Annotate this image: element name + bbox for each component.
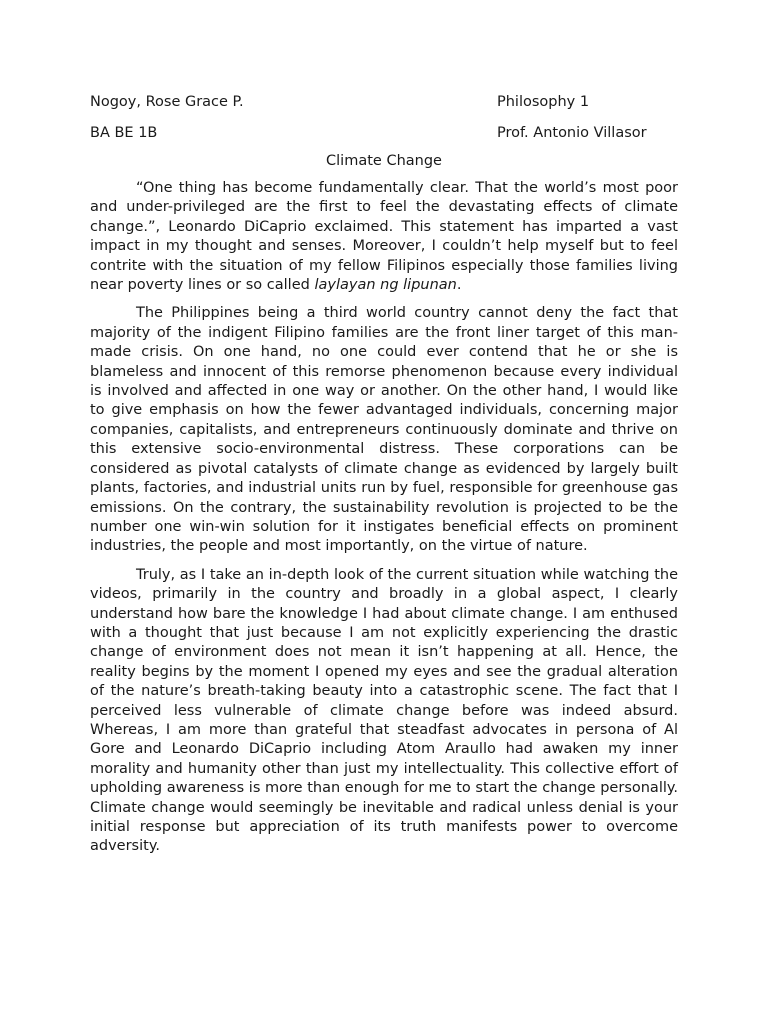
- section-label: BA BE 1B: [90, 125, 158, 141]
- course-name: Philosophy 1: [497, 94, 590, 110]
- student-name: Nogoy, Rose Grace P.: [90, 94, 244, 110]
- document-title: Climate Change: [326, 153, 442, 169]
- document-body: [90, 179, 678, 866]
- paragraph-1-end: .: [456, 277, 462, 294]
- paragraph-1-text: “One thing has become fundamentally clear. That the world’s most poor and under-privileged are the first to feel the devastating effects of climate change.”, Leonardo DiCaprio exclaimed. This statement has imparted a vast impact in my thought and senses. Moreover, I couldn’t help myself but to feel contrite with the situation of my fellow Filipinos especially those families living near poverty lines or so called: [90, 180, 678, 294]
- paragraph-2: The Philippines being a third world country cannot deny the fact that majority of the indigent Filipino families are the front liner target of this man-made crisis. On one hand, no one could ever contend that he or she is blameless and innocent of this remorse phenomenon because every individual is involved and affected in one way or another. On the other hand, I would like to give emphasis on how the fewer advantaged individuals, concerning major companies, capitalists, and entrepreneurs continuously dominate and thrive on this extensive socio-environmental distress. These corporations can be considered as pivotal catalysts of climate change as evidenced by largely built plants, factories, and industrial units run by fuel, responsible for greenhouse gas emissions. On the contrary, the sustainability revolution is projected to be the number one win-win solution for it instigates beneficial effects on prominent industries, the people and most importantly, on the virtue of nature.: [90, 305, 678, 555]
- paragraph-1: [90, 179, 678, 295]
- paragraph-1-italic-phrase: laylayan ng lipunan: [314, 277, 457, 294]
- paragraph-3: Truly, as I take an in-depth look of the current situation while watching the videos, primarily in the country and broadly in a global aspect, I clearly understand how bare the knowledge I had about climate change. I am enthused with a thought that just because I am not explicitly experiencing the drastic change of environment does not mean it isn’t happening at all. Hence, the reality begins by the moment I opened my eyes and see the gradual alteration of the nature’s breath-taking beauty into a catastrophic scene. The fact that I perceived less vulnerable of climate change before was indeed absurd. Whereas, I am more than grateful that steadfast advocates in persona of Al Gore and Leonardo DiCaprio including Atom Araullo had awaken my inner morality and humanity other than just my intellectuality. This collective effort of upholding awareness is more than enough for me to start the change personally. Climate change would seemingly be inevitable and radical unless denial is your initial response but appreciation of its truth manifests power to overcome adversity.: [90, 566, 678, 855]
- professor-name: Prof. Antonio Villasor: [497, 125, 647, 141]
